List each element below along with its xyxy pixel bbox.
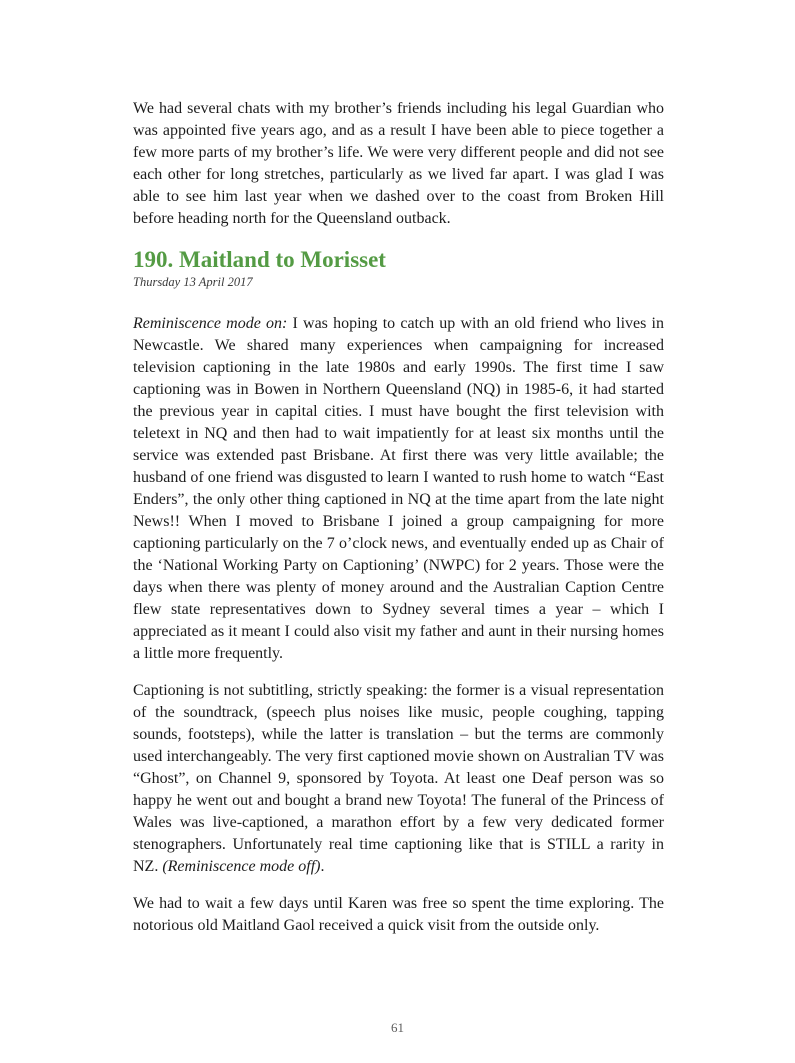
reminiscence-body-text: I was hoping to catch up with an old friend who lives in Newcastle. We shared many experiences when campaigning for increased television captioning in the late 1980s and early 1990s. The first time I saw captioning was in Bowen in Northern Queensland (NQ) in 1985-6, it had started the previous year in capital cities. I must have bought the first television with teletext in NQ and then had to wait impatiently for at least six months until the service was extended past Brisbane. At first there was very little available; the husband of one friend was disgusted to learn I wanted to rush home to watch “East Enders”, the only other thing captioned in NQ at the time apart from the late night News!! When I moved to Brisbane I joined a group campaigning for more captioning particularly on the 7 o’clock news, and eventually ended up as Chair of the ‘National Working Party on Captioning’ (NWPC) for 2 years. Those were the days when there was plenty of money around and the Australian Caption Centre flew state representatives down to Sydney several times a year – which I appreciated as it meant I could also visit my father and aunt in their nursing homes a little more frequently. bbox=[133, 315, 665, 662]
paragraph-captioning bbox=[133, 680, 664, 878]
section-date: Thursday 13 April 2017 bbox=[133, 275, 253, 289]
page-number: 61 bbox=[391, 1020, 404, 1035]
section-heading: 190. Maitland to Morisset bbox=[133, 247, 386, 272]
paragraph-reminiscence bbox=[133, 313, 664, 665]
page-footer bbox=[0, 1019, 795, 1037]
captioning-body-text: Captioning is not subtitling, strictly speaking: the former is a visual representation of the soundtrack, (speech plus noises like music, people coughing, tapping sounds, footsteps), while the latter is translation – but the terms are commonly used interchangeably. The very first captioned movie shown on Australian TV was “Ghost”, on Channel 9, sponsored by Toyota. At least one Deaf person was so happy he went out and bought a brand new Toyota! The funeral of the Princess of Wales was live-captioned, a marathon effort by a few very dedicated former stenographers. Unfortunately real time captioning like that is STILL a rarity in NZ. bbox=[133, 682, 664, 875]
paragraph-intro: We had several chats with my brother’s friends including his legal Guardian who was appointed five years ago, and as a result I have been able to piece together a few more parts of my brother’s life. We were very different people and did not see each other for long stretches, particularly as we lived far apart. I was glad I was able to see him last year when we dashed over to the coast from Broken Hill before heading north for the Queensland outback. bbox=[133, 100, 664, 227]
captioning-tail-period: . bbox=[320, 858, 325, 875]
paragraph-closing: We had to wait a few days until Karen was free so spent the time exploring. The notorious old Maitland Gaol received a quick visit from the outside only. bbox=[133, 895, 664, 934]
reminiscence-mode-off-label: (Reminiscence mode off) bbox=[162, 858, 321, 875]
page-content bbox=[133, 0, 664, 952]
reminiscence-mode-on-label: Reminiscence mode on: bbox=[133, 315, 288, 332]
